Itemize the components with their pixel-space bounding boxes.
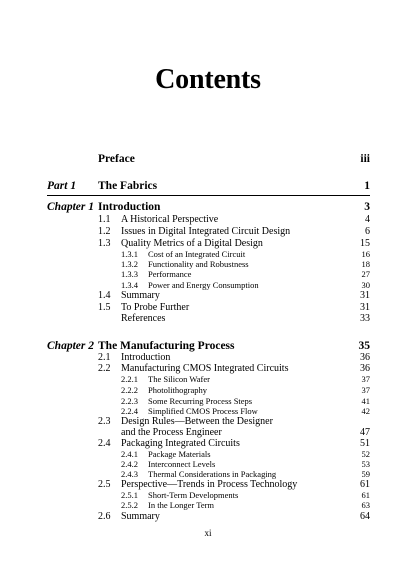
- entry-title: Introduction: [98, 201, 161, 213]
- section-number: 1.3.1: [121, 249, 138, 259]
- entry-page-number: 53: [361, 459, 370, 469]
- toc-entry-chapter: [0, 201, 416, 213]
- section-number: 1.3: [98, 238, 111, 249]
- entry-page-number: 1: [364, 180, 370, 192]
- entry-title: Issues in Digital Integrated Circuit Design: [121, 226, 291, 237]
- entry-title: Interconnect Levels: [148, 459, 216, 469]
- entry-page-number: 52: [361, 449, 370, 459]
- section-number: 2.4: [98, 438, 111, 449]
- section-number: 2.6: [98, 511, 111, 522]
- section-number: 2.2.3: [121, 396, 138, 406]
- entry-title: Perspective—Trends in Process Technology: [121, 479, 298, 490]
- entry-title: Packaging Integrated Circuits: [121, 438, 240, 449]
- entry-title: Quality Metrics of a Digital Design: [121, 238, 263, 249]
- entry-page-number: 27: [361, 269, 370, 279]
- section-number: 2.4.1: [121, 449, 138, 459]
- toc-entry-preface: [0, 153, 416, 165]
- section-number: 2.3: [98, 416, 111, 427]
- entry-title: The Silicon Wafer: [148, 374, 210, 384]
- section-number: 1.3.3: [121, 269, 138, 279]
- entry-title: Preface: [98, 153, 135, 165]
- toc-entry-part: [0, 180, 416, 192]
- entry-title: Introduction: [121, 352, 171, 363]
- entry-page-number: 47: [360, 427, 370, 438]
- entry-page-number: 3: [364, 201, 370, 213]
- toc-entry-section: [0, 290, 416, 302]
- entry-title: Photolithography: [148, 385, 208, 395]
- entry-page-number: 35: [358, 340, 370, 352]
- entry-page-number: iii: [360, 153, 370, 165]
- toc-entry-section: [0, 214, 416, 226]
- entry-title: Performance: [148, 269, 192, 279]
- entry-title: In the Longer Term: [148, 500, 215, 510]
- page-title: Contents: [155, 64, 261, 95]
- entry-title: Manufacturing CMOS Integrated Circuits: [121, 363, 289, 374]
- entry-title: To Probe Further: [121, 302, 190, 313]
- entry-title: The Fabrics: [98, 180, 158, 192]
- entry-title: Power and Energy Consumption: [148, 280, 259, 290]
- entry-page-number: 64: [360, 511, 370, 522]
- entry-page-number: 16: [361, 249, 370, 259]
- entry-page-number: 61: [360, 479, 370, 490]
- section-number: 2.2.1: [121, 374, 138, 384]
- entry-page-number: 51: [360, 438, 370, 449]
- entry-title: and the Process Engineer: [121, 427, 222, 438]
- entry-page-number: 37: [361, 374, 370, 384]
- chapter-label: Chapter 1: [47, 201, 94, 213]
- entry-title: References: [121, 313, 166, 324]
- entry-title: Thermal Considerations in Packaging: [148, 469, 277, 479]
- entry-title: Design Rules—Between the Designer: [121, 416, 273, 427]
- section-number: 2.5.2: [121, 500, 138, 510]
- section-number: 2.2.4: [121, 406, 138, 416]
- chapter-label: Chapter 2: [47, 340, 94, 352]
- entry-title: Functionality and Robustness: [148, 259, 249, 269]
- entry-page-number: 31: [360, 290, 370, 301]
- entry-page-number: 63: [361, 500, 370, 510]
- entry-title: Some Recurring Process Steps: [148, 396, 253, 406]
- entry-title: Short-Term Developments: [148, 490, 239, 500]
- entry-page-number: 18: [361, 259, 370, 269]
- section-number: 1.5: [98, 302, 111, 313]
- entry-title: Simplified CMOS Process Flow: [148, 406, 258, 416]
- section-number: 2.1: [98, 352, 111, 363]
- entry-title: A Historical Perspective: [121, 214, 219, 225]
- section-number: 1.4: [98, 290, 111, 301]
- entry-title: The Manufacturing Process: [98, 340, 235, 352]
- toc-entry-chapter: [0, 340, 416, 352]
- entry-page-number: 33: [360, 313, 370, 324]
- entry-page-number: 37: [361, 385, 370, 395]
- section-number: 1.3.4: [121, 280, 138, 290]
- entry-page-number: 4: [365, 214, 370, 225]
- section-number: 1.3.2: [121, 259, 138, 269]
- entry-page-number: 36: [360, 363, 370, 374]
- page-number: xi: [204, 528, 212, 538]
- part-label: Part 1: [47, 180, 77, 192]
- section-number: 2.4.3: [121, 469, 138, 479]
- entry-page-number: 36: [360, 352, 370, 363]
- entry-title: Cost of an Integrated Circuit: [148, 249, 246, 259]
- entry-page-number: 61: [361, 490, 370, 500]
- section-number: 2.5.1: [121, 490, 138, 500]
- part-divider-rule: [47, 195, 370, 196]
- section-number: 2.5: [98, 479, 111, 490]
- toc-entry-section: [0, 511, 416, 523]
- section-number: 2.4.2: [121, 459, 138, 469]
- section-number: 2.2: [98, 363, 111, 374]
- entry-page-number: 42: [361, 406, 370, 416]
- entry-page-number: 15: [360, 238, 370, 249]
- toc-entry-section: [0, 313, 416, 325]
- entry-page-number: 41: [361, 396, 370, 406]
- entry-page-number: 6: [365, 226, 370, 237]
- section-number: 1.2: [98, 226, 111, 237]
- entry-page-number: 31: [360, 302, 370, 313]
- toc-entry-section: [0, 226, 416, 238]
- section-number: 1.1: [98, 214, 111, 225]
- section-number: 2.2.2: [121, 385, 138, 395]
- entry-title: Package Materials: [148, 449, 211, 459]
- entry-title: Summary: [121, 290, 160, 301]
- entry-title: Summary: [121, 511, 160, 522]
- entry-page-number: 30: [361, 280, 370, 290]
- entry-page-number: 59: [361, 469, 370, 479]
